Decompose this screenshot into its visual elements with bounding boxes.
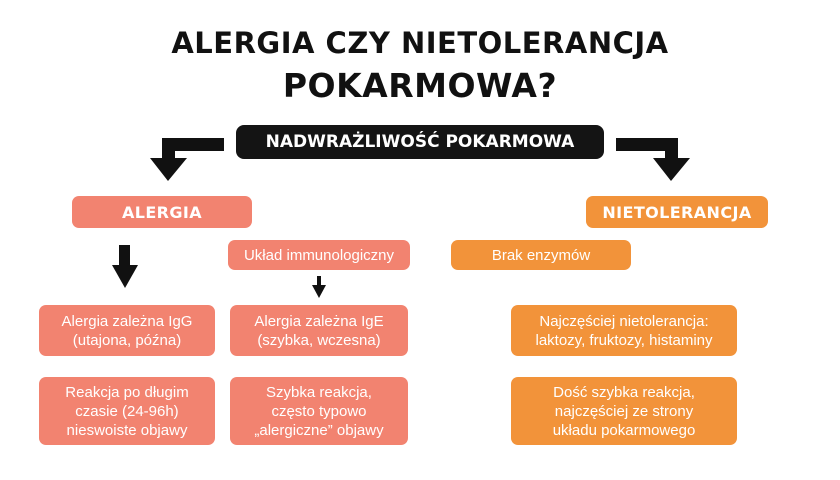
node-allergy: ALERGIA — [72, 196, 252, 228]
node-immune-system: Układ immunologiczny — [228, 240, 410, 270]
igg-desc-line-1: Reakcja po długim — [65, 383, 189, 401]
igg-subtitle: (utajona, późna) — [72, 331, 182, 349]
node-intolerance-description — [511, 377, 737, 445]
ige-desc-line-1: Szybka reakcja, — [266, 383, 372, 401]
ige-desc-line-2: często typowo — [271, 402, 367, 420]
ige-desc-line-3: „alergiczne” objawy — [254, 421, 384, 439]
node-ige-description — [230, 377, 408, 445]
node-igg-allergy — [39, 305, 215, 356]
intolerance-types-line-2: laktozy, fruktozy, histaminy — [535, 331, 713, 349]
igg-name: Alergia zależna IgG — [61, 312, 193, 330]
intolerance-types-line-1: Najczęściej nietolerancja: — [539, 312, 709, 330]
arrow-immuno-to-ige — [312, 276, 326, 298]
intolerance-desc-line-1: Dość szybka reakcja, — [553, 383, 695, 401]
arrow-allergy-to-igg — [112, 245, 138, 288]
node-intolerance: NIETOLERANCJA — [586, 196, 768, 228]
igg-desc-line-2: czasie (24-96h) — [75, 402, 179, 420]
intolerance-desc-line-3: układu pokarmowego — [552, 421, 696, 439]
node-intolerance-types — [511, 305, 737, 356]
ige-name: Alergia zależna IgE — [254, 312, 384, 330]
title-line-1: ALERGIA CZY NIETOLERANCJA — [171, 26, 669, 60]
title-line-2: POKARMOWA? — [282, 66, 558, 105]
intolerance-desc-line-2: najczęściej ze strony — [554, 402, 694, 420]
node-missing-enzymes: Brak enzymów — [451, 240, 631, 270]
arrow-root-to-intolerance — [616, 138, 690, 181]
ige-subtitle: (szybka, wczesna) — [257, 331, 381, 349]
root-node-food-hypersensitivity: NADWRAŻLIWOŚĆ POKARMOWA — [236, 125, 604, 159]
node-igg-description — [39, 377, 215, 445]
arrow-root-to-allergy — [150, 138, 224, 181]
igg-desc-line-3: nieswoiste objawy — [66, 421, 188, 439]
node-ige-allergy — [230, 305, 408, 356]
